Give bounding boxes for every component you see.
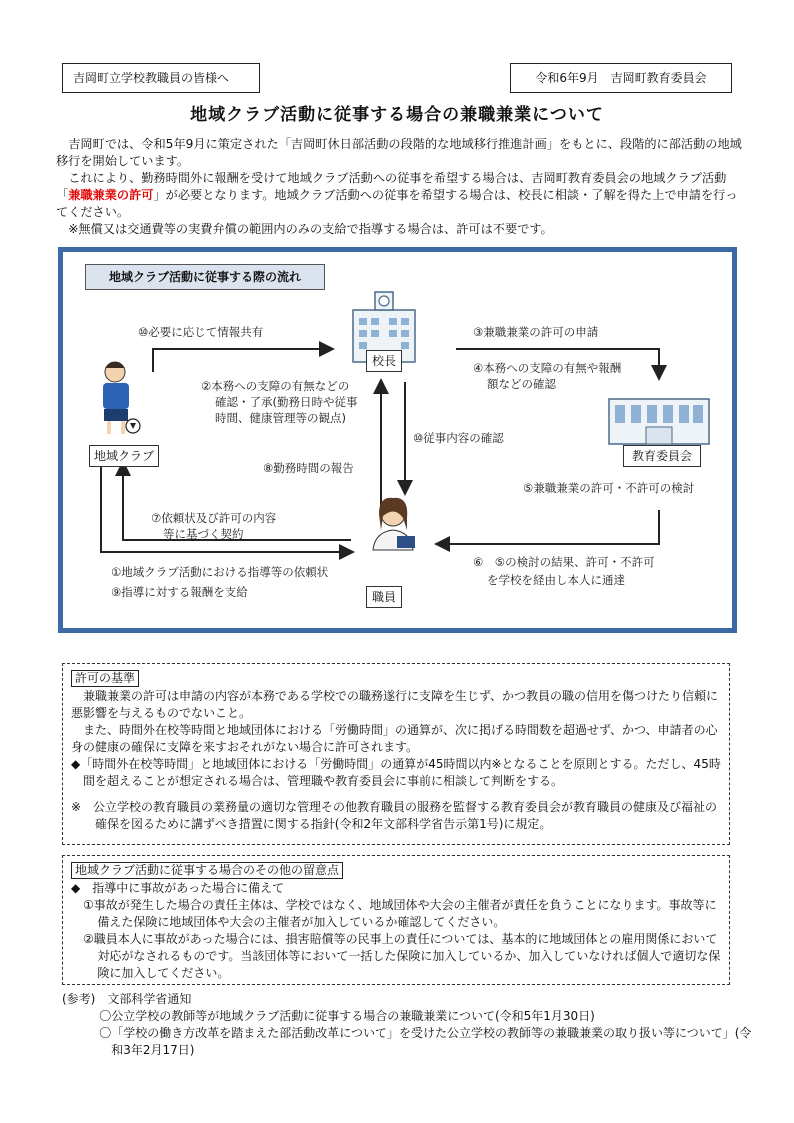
principal-node: 校長 bbox=[366, 350, 402, 372]
board-node: 教育委員会 bbox=[623, 445, 701, 467]
step-1-request-letter: ①地域クラブ活動における指導等の依頼状 bbox=[111, 565, 329, 579]
permission-criteria-box bbox=[62, 663, 730, 845]
permission-emphasis: 兼職兼業の許可 bbox=[68, 188, 154, 202]
step-7-line-1: ⑦依頼状及び許可の内容 bbox=[151, 511, 277, 525]
step-2-line-3: 時間、健康管理等の観点) bbox=[215, 411, 346, 425]
step-6-line-1: ⑥ ⑤の検討の結果、許可・不許可 bbox=[473, 555, 655, 569]
other-notes-box bbox=[62, 855, 730, 985]
intro-p2-before: これにより、勤務時間外に報酬を受けて地域クラブ活動への従事を希望する場合は、吉岡町教育委員会の地域クラブ活動「 bbox=[56, 171, 727, 202]
intro-p2-after: 」が必要となります。地域クラブ活動への従事を希望する場合は、校長に相談・了解を得た上で申請を行ってください。 bbox=[56, 188, 738, 219]
references-heading: (参考) 文部科学省通知 bbox=[62, 992, 192, 1006]
step-10-info-share: ⑩必要に応じて情報共有 bbox=[138, 325, 264, 339]
step-4-line-1: ④本務への支障の有無や報酬 bbox=[473, 361, 622, 375]
notes-heading: 地域クラブ活動に従事する場合のその他の留意点 bbox=[71, 862, 343, 879]
staff-node: 職員 bbox=[366, 586, 402, 608]
date-issuer-box bbox=[510, 63, 732, 93]
reference-item-2: 〇「学校の働き方改革を踏まえた部活動改革について」を受けた公立学校の教師等の兼職兼業の取り扱い等について」(令和3年2月17日) bbox=[99, 1026, 752, 1057]
office-building-icon bbox=[609, 399, 709, 444]
references-section bbox=[62, 991, 752, 1059]
step-9-payment: ⑨指導に対する報酬を支給 bbox=[111, 585, 248, 599]
step-8-hours-report: ⑧勤務時間の報告 bbox=[263, 461, 354, 475]
document-title: 地域クラブ活動に従事する場合の兼職兼業について bbox=[190, 105, 604, 125]
step-2-line-2: 確認・了承(勤務日時や従事 bbox=[215, 395, 358, 409]
intro-paragraph-1: 吉岡町では、令和5年9月に策定された「吉岡町休日部活動の段階的な地域移行推進計画」をもとに、段階的に部活動の地域移行を開始しています。 bbox=[56, 137, 742, 168]
arrow-notify bbox=[438, 510, 659, 544]
recipient-text: 吉岡町立学校教職員の皆様へ bbox=[73, 71, 230, 85]
reference-item-1: 〇公立学校の教師等が地域クラブ活動に従事する場合の兼職兼業について(令和5年1月30日) bbox=[99, 1009, 595, 1023]
step-7-line-2: 等に基づく契約 bbox=[163, 527, 244, 541]
notes-item-1: ①事故が発生した場合の責任主体は、学校ではなく、地域団体や大会の主催者が責任を負うことになります。事故等に備えた保険に地域団体や大会の主催者が加入しているか確認してください。 bbox=[83, 898, 717, 929]
step-4-line-2: 額などの確認 bbox=[487, 377, 556, 391]
arrow-info-share bbox=[153, 349, 331, 372]
flow-diagram-canvas bbox=[63, 252, 732, 628]
soccer-player-icon bbox=[103, 362, 140, 434]
notes-subheading: ◆ 指導中に事故があった場合に備えて bbox=[71, 881, 285, 895]
intro-paragraph-3: ※無償又は交通費等の実費弁償の範囲内のみの支給で指導する場合は、許可は不要です。 bbox=[68, 222, 553, 236]
step-6-line-2: を学校を経由し本人に通達 bbox=[487, 573, 625, 587]
step-10-duty-check: ⑩従事内容の確認 bbox=[413, 431, 504, 445]
criteria-paragraph-3: ◆「時間外在校等時間」と地域団体における「労働時間」の通算が45時間以内※となることを原則とする。ただし、45時間を超えることが想定される場合は、管理職や教育委員会に事前に相談して判断をする。 bbox=[71, 757, 721, 788]
notes-item-2: ②職員本人に事故があった場合には、損害賠償等の民事上の責任については、基本的に地域団体との雇用関係において対応がなされるものです。当該団体等において一括した保険に加入しているか、加入していなければ個人で適切な保険に加入してください。 bbox=[83, 932, 721, 980]
criteria-paragraph-1: 兼職兼業の許可は申請の内容が本務である学校での職務遂行に支障を生じず、かつ教員の職の信用を傷つけたり信頼に悪影響を与えるものでないこと。 bbox=[71, 689, 719, 720]
criteria-paragraph-2: また、時間外在校等時間と地域団体における「労働時間」の通算が、次に掲げる時間数を超過せず、かつ、申請者の心身の健康の確保に支障を来すおそれがない場合に許可されます。 bbox=[71, 723, 718, 754]
step-2-line-1: ②本務への支障の有無などの bbox=[201, 379, 350, 393]
teacher-icon bbox=[373, 498, 415, 550]
intro-paragraph-2 bbox=[56, 170, 744, 221]
step-3-apply: ③兼職兼業の許可の申請 bbox=[473, 325, 599, 339]
flow-diagram bbox=[58, 247, 737, 633]
step-5-review: ⑤兼職兼業の許可・不許可の検討 bbox=[523, 481, 695, 495]
flow-title: 地域クラブ活動に従事する際の流れ bbox=[85, 264, 325, 290]
club-node: 地域クラブ bbox=[89, 445, 159, 467]
recipient-box bbox=[62, 63, 260, 93]
criteria-note: ※ 公立学校の教育職員の業務量の適切な管理その他教育職員の服務を監督する教育委員会が教育職員の健康及び福祉の確保を図るために講ずべき措置に関する指針(令和2年文部科学省告示第1号)に規定。 bbox=[71, 800, 718, 831]
criteria-heading: 許可の基準 bbox=[71, 670, 139, 687]
date-issuer-text: 令和6年9月 吉岡町教育委員会 bbox=[535, 71, 707, 85]
intro-section bbox=[56, 136, 744, 238]
